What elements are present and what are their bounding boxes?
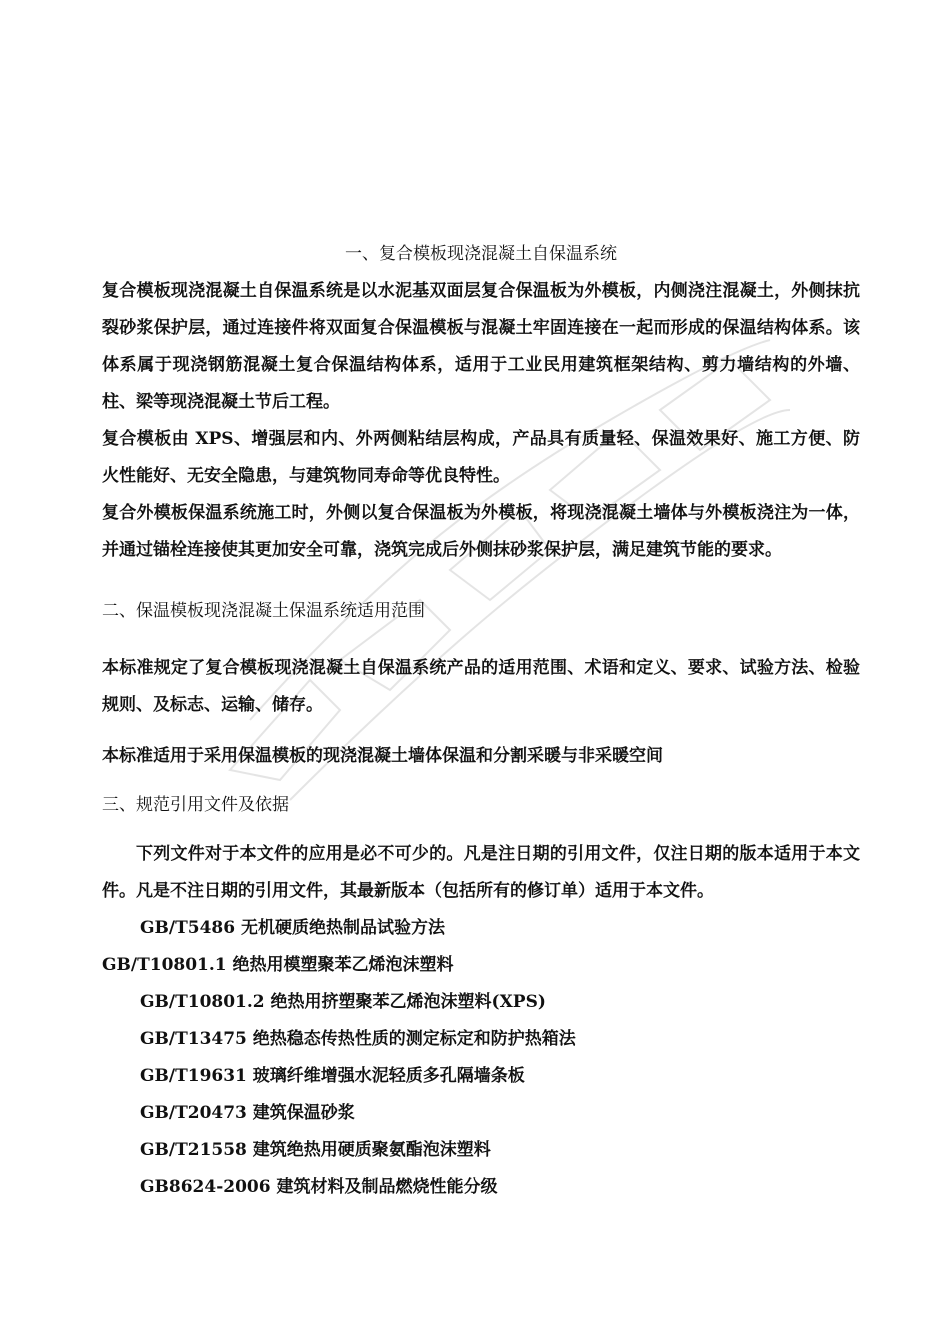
section1-paragraph-1: 复合模板现浇混凝土自保温系统是以水泥基双面层复合保温板为外模板，内侧浇注混凝土，外侧抹抗裂砂浆保护层，通过连接件将双面复合保温模板与混凝土牢固连接在一起而形成的保温结构体系。该体系属于现浇钢筋混凝土复合保温结构体系，适用于工业民用建筑框架结构、剪力墙结构的外墙、柱、梁等现浇混凝土节后工程。 xyxy=(102,281,860,412)
section3-intro: 下列文件对于本文件的应用是必不可少的。凡是注日期的引用文件，仅注日期的版本适用于本文件。凡是不注日期的引用文件，其最新版本（包括所有的修订单）适用于本文件。 xyxy=(102,844,860,901)
section2-paragraph-1: 本标准规定了复合模板现浇混凝土自保温系统产品的适用范围、术语和定义、要求、试验方法、检验规则、及标志、运输、储存。 xyxy=(102,658,860,715)
reference-item: GB/T21558 建筑绝热用硬质聚氨酯泡沫塑料 xyxy=(140,1140,491,1160)
document-body xyxy=(102,236,860,1206)
reference-item: GB/T19631 玻璃纤维增强水泥轻质多孔隔墙条板 xyxy=(140,1066,525,1086)
section1-paragraph-2: 复合模板由 XPS、增强层和内、外两侧粘结层构成，产品具有质量轻、保温效果好、施工方便、防火性能好、无安全隐患，与建筑物同寿命等优良特性。 xyxy=(102,429,860,486)
reference-item: GB8624-2006 建筑材料及制品燃烧性能分级 xyxy=(140,1177,498,1197)
section2-title: 二、保温模板现浇混凝土保温系统适用范围 xyxy=(102,601,425,621)
section2-paragraph-2: 本标准适用于采用保温模板的现浇混凝土墙体保温和分割采暖与非采暖空间 xyxy=(102,746,663,766)
reference-item: GB/T10801.2 绝热用挤塑聚苯乙烯泡沫塑料(XPS) xyxy=(140,992,546,1012)
reference-item: GB/T10801.1 绝热用模塑聚苯乙烯泡沫塑料 xyxy=(102,955,454,975)
section1-title: 一、复合模板现浇混凝土自保温系统 xyxy=(345,244,617,264)
reference-item: GB/T13475 绝热稳态传热性质的测定标定和防护热箱法 xyxy=(140,1029,576,1049)
reference-item: GB/T20473 建筑保温砂浆 xyxy=(140,1103,355,1123)
section3-title: 三、规范引用文件及依据 xyxy=(102,795,289,815)
reference-item: GB/T5486 无机硬质绝热制品试验方法 xyxy=(140,918,445,938)
section1-paragraph-3: 复合外模板保温系统施工时，外侧以复合保温板为外模板，将现浇混凝土墙体与外模板浇注为一体，并通过锚栓连接使其更加安全可靠，浇筑完成后外侧抹砂浆保护层，满足建筑节能的要求。 xyxy=(102,503,860,560)
